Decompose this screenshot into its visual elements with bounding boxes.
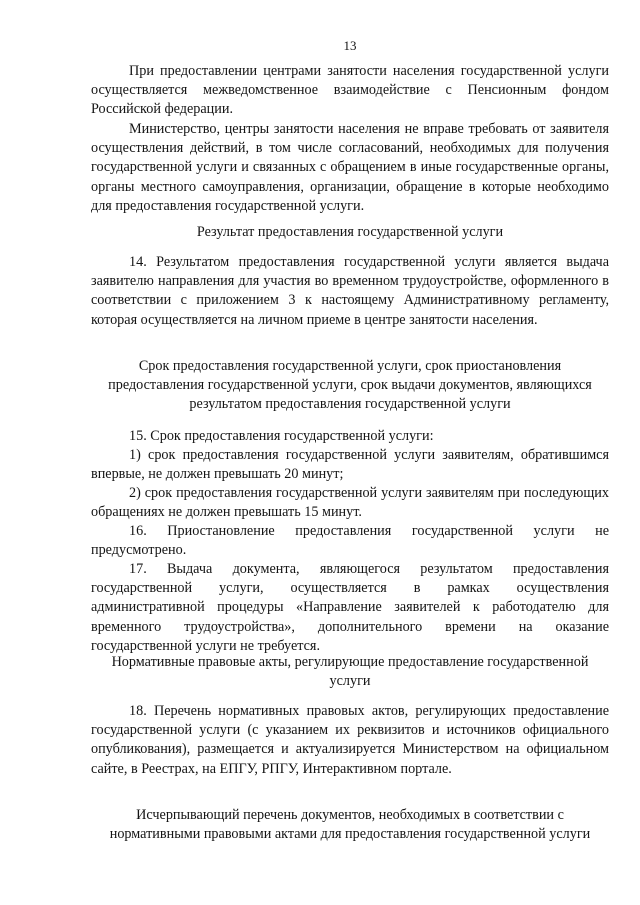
heading-service-terms: Срок предоставления государственной услуги, срок приостановления предоставления государственной услуги, срок выдачи документов, являющихся результатом предоставления государственной услуги	[108, 358, 592, 413]
paragraph-item-15: 15. Срок предоставления государственной услуги:	[129, 428, 434, 444]
paragraph-ministry-restrictions: Министерство, центры занятости населения не вправе требовать от заявителя осуществления действий, в том числе согласований, необходимых для получения государственной услуги и связанных с обращением в иные государственные органы, органы местного самоуправления, организации, обращение в которые необходимо для предоставления государственной услуги.	[91, 121, 609, 214]
paragraph-item-18: 18. Перечень нормативных правовых актов, регулирующих предоставление государственной услуги (с указанием их реквизитов и источников официального опубликования), размещается и актуализируется Министерством на официальном сайте, в Реестрах, на ЕПГУ, РПГУ, Интерактивном портале.	[91, 703, 609, 777]
paragraph-item-15-1: 1) срок предоставления государственной услуги заявителям, обратившимся впервые, не должен превышать 20 минут;	[91, 447, 609, 483]
paragraph-interagency-cooperation: При предоставлении центрами занятости населения государственной услуги осуществляется межведомственное взаимодействие с Пенсионным фондом Российской федерации.	[91, 63, 609, 118]
page-number: 13	[343, 38, 357, 53]
paragraph-item-17: 17. Выдача документа, являющегося результатом предоставления государственной услуги, осуществляется в рамках осуществления административной процедуры «Направление заявителей к работодателю для временного трудоустройства», дополнительного времени на оказание государственной услуги не требуется.	[91, 561, 609, 654]
paragraph-item-16: 16. Приостановление предоставления государственной услуги не предусмотрено.	[91, 523, 609, 559]
paragraph-item-14: 14. Результатом предоставления государственной услуги является выдача заявителю направления для участия во временном трудоустройстве, оформленного в соответствии с приложением 3 к настоящему Административному регламенту, которая осуществляется на личном приеме в центре занятости населения.	[91, 254, 609, 328]
heading-documents-list: Исчерпывающий перечень документов, необходимых в соответствии с нормативными правовыми актами для предоставления государственной услуги	[109, 807, 591, 843]
heading-service-result: Результат предоставления государственной услуги	[196, 224, 504, 240]
heading-regulatory-acts: Нормативные правовые акты, регулирующие предоставление государственной услуги	[111, 654, 589, 690]
paragraph-item-15-2: 2) срок предоставления государственной услуги заявителям при последующих обращениях не должен превышать 15 минут.	[91, 485, 609, 521]
